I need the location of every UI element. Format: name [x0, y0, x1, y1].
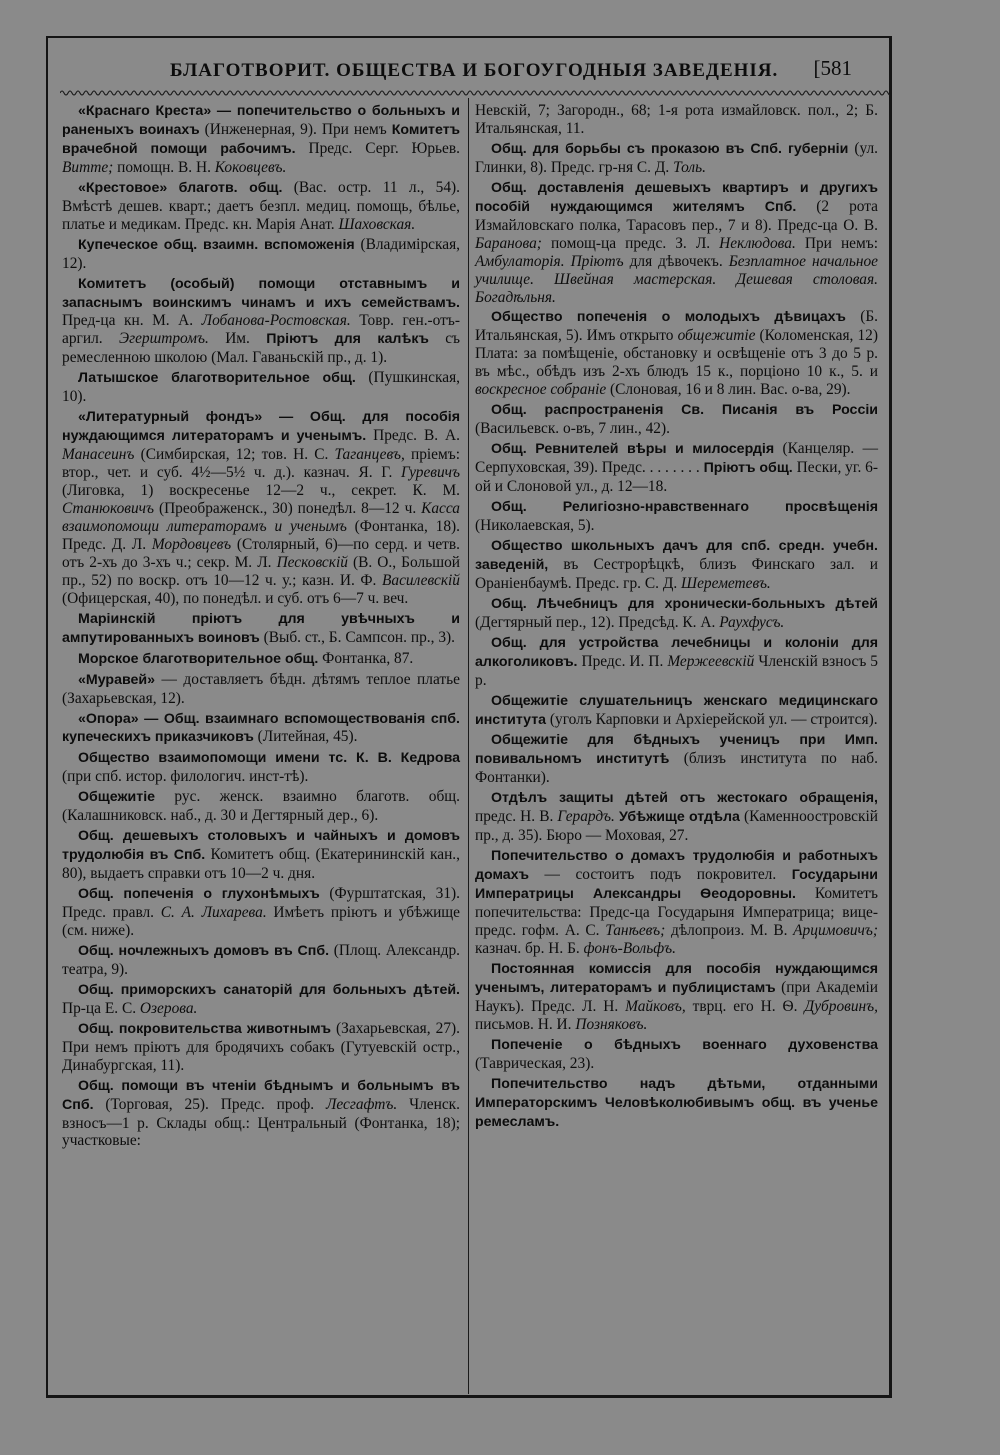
entry-name: Коковцевъ. — [214, 158, 287, 176]
entry-heading: Общество попеченія о молодыхъ дѣвицахъ — [491, 309, 846, 326]
entry-text: — состоитъ подъ покровител. — [528, 866, 792, 884]
entry-name: Баранова; — [475, 234, 542, 252]
entry-heading: Общежитіе — [78, 789, 156, 806]
entry-text: (Фонтанка, 18). Предс. Д. Л. — [62, 517, 460, 553]
entry-name: Неклюдова. — [719, 234, 796, 252]
entry-name: Гуревичъ — [401, 464, 460, 482]
entry-heading: Комитетъ врачебной помощи рабочимъ. — [62, 121, 460, 157]
directory-entry — [62, 369, 460, 406]
entry-text: Предс. Серг. Юрьев. — [295, 139, 461, 157]
directory-entry — [62, 1077, 460, 1151]
page-number: [581 — [813, 56, 852, 80]
entry-name: Касса взаимопомощи литераторамъ и ученымъ — [62, 500, 460, 535]
running-title: БЛАГОТВОРИТ. ОБЩЕСТВА И БОГОУГОДНЫЯ ЗАВЕДЕНІЯ. — [170, 60, 779, 81]
entry-heading: Пріютъ общ. — [703, 460, 793, 477]
directory-entry — [475, 140, 878, 177]
entry-text: (Таврическая, 23). — [475, 1054, 595, 1072]
directory-entry — [62, 788, 460, 825]
page-header — [60, 52, 890, 86]
entry-text: дѣлопроиз. М. В. — [665, 921, 794, 939]
entry-heading: Общ. для устройства лечебницы и колоніи для алкоголиковъ. — [475, 634, 878, 670]
entry-name: Василевскій — [381, 571, 460, 589]
entry-heading: Убѣжище отдѣла — [618, 809, 740, 826]
entry-text: (Каменноостровскій пр., д. 35). Бюро — Моховая, 27. — [475, 808, 878, 845]
entry-text: (Преображенск., 30) понедѣл. 8—12 ч. — [153, 500, 422, 518]
entry-text: (ул. Глинки, 8). Предс. гр-ня С. Д. — [475, 139, 878, 176]
directory-entry — [475, 847, 878, 958]
entry-text: Невскій, 7; Загородн., 68; 1-я рота измайловск. пол., 2; Б. Итальянская, 11. — [475, 102, 878, 137]
entry-heading: Общ. приморскихъ санаторій для больныхъ дѣтей. — [78, 981, 460, 998]
directory-entry — [62, 981, 460, 1018]
entry-name: Мержеевскій — [667, 652, 755, 670]
entry-text: (Пушкинская, 10). — [62, 369, 461, 406]
directory-entry — [62, 827, 460, 883]
entry-text: (при спб. истор. филологич. инст-тѣ). — [62, 768, 309, 786]
entry-heading: «Литературный фондъ» — Общ. для пособія нуждающимся литераторамъ и ученымъ. — [62, 409, 460, 445]
entry-heading: Попечительство о домахъ трудолюбія и работныхъ домахъ — [475, 848, 878, 884]
entry-heading: Купеческое общ. взаимн. вспоможенія — [78, 236, 355, 253]
entry-text: (Владимірская, 12). — [62, 235, 460, 272]
entry-text: (Б. Итальянская, 5). Имъ открыто — [475, 308, 878, 345]
entry-heading: «Краснаго Креста» — попечительство о больныхъ и раненыхъ воинахъ — [62, 103, 460, 138]
entry-text: При немъ: — [795, 234, 878, 252]
entry-name: Шереметевъ. — [681, 574, 771, 592]
entry-text: помощн. В. Н. — [113, 158, 215, 176]
entry-text: помощ-ца предс. З. Л. — [541, 234, 720, 252]
entry-text: (Торговая, 25). Предс. проф. — [93, 1095, 326, 1113]
entry-name: Дубровинъ, — [804, 997, 879, 1015]
entry-heading: Государыни Императрицы Александры Ѳеодоровны. — [475, 867, 878, 903]
entry-text: Им. — [208, 330, 267, 348]
directory-entry — [62, 671, 460, 708]
entry-text: Фонтанка, 87. — [318, 649, 414, 667]
entry-text: Имѣетъ пріютъ и убѣжище (см. ниже). — [62, 904, 460, 939]
entry-text: (при Академіи Наукъ). Предс. Л. Н. — [475, 978, 878, 1015]
directory-entry — [475, 440, 878, 496]
directory-entry — [62, 610, 460, 648]
directory-entry — [475, 401, 878, 438]
ornamental-rule — [60, 88, 890, 98]
entry-text: (Площ. Александр. театра, 9). — [62, 941, 460, 978]
entry-name: Озерова. — [139, 999, 198, 1017]
entry-name: Эгерштромъ. — [119, 330, 209, 348]
entry-text: (Симбирская, 12; тов. Н. С. — [134, 446, 335, 464]
entry-heading: Общ. доставленія дешевыхъ квартиръ и другихъ пособій нуждающимся жителямъ Спб. — [475, 179, 878, 215]
entry-text: (Николаевская, 5). — [475, 516, 595, 534]
entry-text: (Фурштатская, 31). Предс. правл. — [62, 885, 460, 922]
entry-name: Витте; — [62, 158, 114, 176]
directory-entry — [475, 537, 878, 593]
directory-entry — [62, 179, 460, 234]
directory-entry — [475, 789, 878, 845]
directory-entry — [475, 731, 878, 787]
left-column — [62, 102, 460, 1152]
entry-text: (уголъ Карповки и Архіерейской ул. — строится). — [546, 710, 878, 728]
directory-entry — [475, 498, 878, 535]
entry-text: (Коломенская, 12) Плата: за помѣщеніе, обстановку и освѣщеніе отъ 3 до 5 р. въ мѣс., обѣдъ изъ 2-хъ блюдъ 15 к., порціоно 10 к., 5. и — [475, 327, 878, 381]
entry-heading: Общ. покровительства животнымъ — [78, 1020, 332, 1037]
entry-text: Предс. И. П. — [577, 652, 668, 670]
entry-text: тврц. его Н. Ѳ. — [685, 997, 805, 1015]
entry-heading: «Крестовое» благотв. общ. — [78, 179, 283, 196]
directory-entry — [62, 942, 460, 979]
entry-text: Членскій взносъ 5 р. — [475, 652, 879, 689]
directory-entry — [62, 885, 460, 940]
directory-entry — [62, 710, 460, 748]
entry-heading: Попеченіе о бѣдныхъ военнаго духовенства — [491, 1036, 878, 1053]
directory-entry — [475, 595, 878, 632]
entry-text: (близъ института по наб. Фонтанки). — [475, 750, 878, 787]
entry-text: въ Сестрорѣцкѣ, близъ Финскаго зал. и Ораніенбаумѣ. Предс. гр. С. Д. — [475, 555, 878, 592]
entry-heading: Общ. помощи въ чтеніи бѣднымъ и больнымъ въ Спб. — [62, 1077, 460, 1113]
entry-heading: Морское благотворительное общ. — [78, 650, 319, 667]
entry-text: (2 рота Измайловскаго полка, Тарасовъ пер., 7 и 8). Предс-ца О. В. — [475, 197, 878, 234]
entry-heading: Общ. для борьбы съ проказою въ Спб. губерніи — [491, 140, 849, 157]
entry-text: (Канцеляр. — Серпуховская, 39). Предс. . . . . . . . — [475, 440, 878, 477]
entry-text: Комитетъ попечительства: Предс-ца Государыня Императрица; вице-предс. гофм. А. С. — [475, 885, 878, 939]
entry-heading: Общежитіе для бѣдныхъ ученицъ при Имп. повивальномъ институтѣ — [475, 732, 878, 768]
entry-name: Станюковичъ — [62, 500, 154, 518]
entry-heading: Попечительство надъ дѣтьми, отданными Императорскимъ Человѣколюбивымъ общ. въ ученье ремесламъ. — [475, 1075, 878, 1130]
entry-name: общежитіе — [677, 327, 756, 345]
directory-entry — [475, 102, 878, 138]
entry-text: (Васильевск. о-въ, 7 лин., 42). — [475, 420, 670, 438]
entry-text: Пр-ца Е. С. — [62, 999, 140, 1017]
entry-heading: Общ. Лѣчебницъ для хронически-больныхъ дѣтей — [491, 595, 878, 612]
entry-text: Пред-ца кн. М. А. — [62, 312, 202, 330]
entry-text: (Вас. остр. 11 л., 54). Вмѣстѣ дешев. кварт.; даетъ безпл. медиц. помощь, бѣлье, платье и медикам. Предс. кн. Марія Анат. — [62, 178, 460, 233]
entry-heading: Постоянная комиссія для пособія нуждающимся ученымъ, литераторамъ и публицистамъ — [475, 960, 878, 996]
entry-text: Комитетъ общ. (Екатерининскій кан., 80), выдаетъ справки отъ 10—2 ч. дня. — [62, 846, 460, 883]
directory-entry — [475, 692, 878, 730]
entry-name: Мордовцевъ — [151, 535, 232, 553]
entry-heading: Общ. дешевыхъ столовыхъ и чайныхъ и домовъ трудолюбія въ Спб. — [62, 828, 460, 864]
directory-entry — [475, 308, 878, 399]
entry-heading: Латышское благотворительное общ. — [78, 370, 356, 387]
entry-heading: Общ. Религіозно-нравственнаго просвѣщенія — [491, 499, 878, 516]
directory-entry — [62, 749, 460, 786]
entry-name: Позняковъ. — [575, 1015, 648, 1033]
entry-heading: Комитетъ (особый) помощи отставнымъ и запаснымъ воинскимъ чинамъ и ихъ семействамъ. — [62, 275, 460, 311]
directory-entry — [475, 1036, 878, 1073]
entry-heading: Общ. распространенія Св. Писанія въ Россіи — [491, 402, 878, 419]
entry-name: Толь. — [673, 158, 706, 176]
entry-name: воскресное собраніе — [475, 381, 607, 399]
entry-heading: Общ. Ревнителей вѣры и милосердія — [491, 441, 775, 458]
entry-text: (Столярный, 6)—по серд. и четв. отъ 2-хъ до 3-хъ ч.; секр. М. Л. — [62, 535, 460, 571]
entry-name: Манасеинъ — [62, 446, 135, 464]
entry-text: письмов. Н. И. — [475, 1015, 576, 1033]
entry-heading: Маріинскій пріютъ для увѣчныхъ и ампутированныхъ воиновъ — [62, 610, 460, 646]
entry-name: Таганцевъ, — [334, 446, 405, 464]
entry-heading: Общ. попеченія о глухонѣмыхъ — [78, 886, 320, 903]
entry-text: пріемъ: втор., чет. и суб. 4½—5½ ч. д.). казнач. Я. Г. — [62, 446, 460, 482]
directory-entry — [62, 102, 460, 177]
entry-name: Песковскій — [276, 553, 348, 571]
entry-name: Лесгафтъ. — [325, 1095, 398, 1113]
entry-heading: Общежитіе слушательницъ женскаго медицинскаго института — [475, 692, 878, 728]
entry-text: съ ремесленною школою (Мал. Гаваньскій пр., д. 1). — [62, 330, 461, 367]
entry-name: Танѣевъ; — [605, 921, 666, 939]
entry-name: Амбулаторія. — [475, 252, 565, 270]
entry-text: (Лиговка, 1) воскресенье 12—2 ч., секрет. К. М. — [62, 482, 460, 500]
entry-text: Предс. В. А. — [366, 427, 460, 445]
right-column — [475, 102, 878, 1133]
entry-heading: «Муравей» — [78, 671, 156, 688]
entry-text: (Выб. ст., Б. Сампсон. пр., 3). — [259, 628, 456, 646]
entry-text: — доставляетъ бѣдн. дѣтямъ теплое платье (Захарьевская, 12). — [62, 670, 460, 707]
directory-entry — [62, 275, 460, 368]
directory-entry — [475, 960, 878, 1034]
entry-heading: Общество взаимопомощи имени тс. К. В. Кедрова — [78, 750, 460, 767]
entry-name: Герардъ. — [557, 808, 615, 826]
entry-name: Безплатное начальное училище. Швейная мастерская. Дешевая столовая. Богадѣльня. — [475, 252, 878, 306]
entry-name: С. А. Лихарева. — [160, 904, 267, 922]
entry-text: (Инженерная, 9). При немъ — [199, 120, 392, 138]
entry-text: (Дегтярный пер., 12). Предсѣд. К. А. — [475, 613, 720, 631]
column-divider — [468, 98, 469, 1394]
entry-name: Шаховская. — [338, 215, 416, 233]
entry-text: предс. Н. В. — [475, 808, 558, 826]
entry-heading: Общ. ночлежныхъ домовъ въ Спб. — [78, 942, 330, 959]
directory-entry — [62, 1020, 460, 1075]
entry-text: казнач. бр. Н. Б. — [475, 939, 584, 957]
entry-text: рус. женск. взаимно благотв. общ. (Калашниковск. наб., д. 30 и Дегтярный дер., 6). — [62, 788, 460, 825]
entry-name: Майковъ, — [625, 997, 686, 1015]
directory-entry — [62, 236, 460, 273]
entry-heading: Отдѣлъ защиты дѣтей отъ жестокаго обращенія, — [491, 790, 878, 807]
entry-name: Пріютъ — [570, 252, 624, 270]
entry-text: (Захарьевская, 27). При немъ пріютъ для бродячихъ собакъ (Гутуевскій остр., Динабургская, 11). — [62, 1019, 460, 1074]
entry-text: Пески, уг. 6-ой и Слоновой ул., д. 12—18. — [475, 459, 878, 496]
directory-entry — [62, 408, 460, 607]
entry-text: (Литейная, 45). — [253, 728, 358, 746]
directory-entry — [475, 179, 878, 307]
entry-text: (В. О., Большой пр., 52) по воскр. отъ 10—12 ч. у.; казн. И. Ф. — [62, 553, 460, 589]
entry-name: Лобанова-Ростовская. — [201, 312, 351, 330]
directory-entry — [62, 650, 460, 669]
entry-text: Членск. взносъ—1 р. Склады общ.: Центральный (Фонтанка, 18); участковые: — [62, 1095, 460, 1150]
entry-name: Арцимовичъ; — [793, 921, 878, 939]
entry-text: (Слоновая, 16 и 8 лин. Вас. о-ва, 29). — [606, 381, 851, 399]
entry-text: (Офицерская, 40), по понедѣл. и суб. отъ 6—7 ч. веч. — [62, 589, 409, 607]
entry-heading: Общество школьныхъ дачъ для спб. средн. учебн. заведеній, — [475, 537, 878, 573]
entry-name: Раухфусъ. — [719, 613, 785, 631]
entry-text: для дѣвочекъ. — [623, 252, 729, 270]
entry-heading: Пріютъ для калѣкъ — [266, 331, 429, 348]
directory-entry — [475, 1075, 878, 1132]
entry-name: фонъ-Вольфъ. — [583, 939, 676, 957]
entry-heading: «Опора» — Общ. взаимнаго вспомоществованія спб. купеческихъ приказчиковъ — [62, 710, 460, 746]
entry-text: Товр. ген.-отъ-аргил. — [62, 312, 460, 348]
directory-entry — [475, 634, 878, 690]
